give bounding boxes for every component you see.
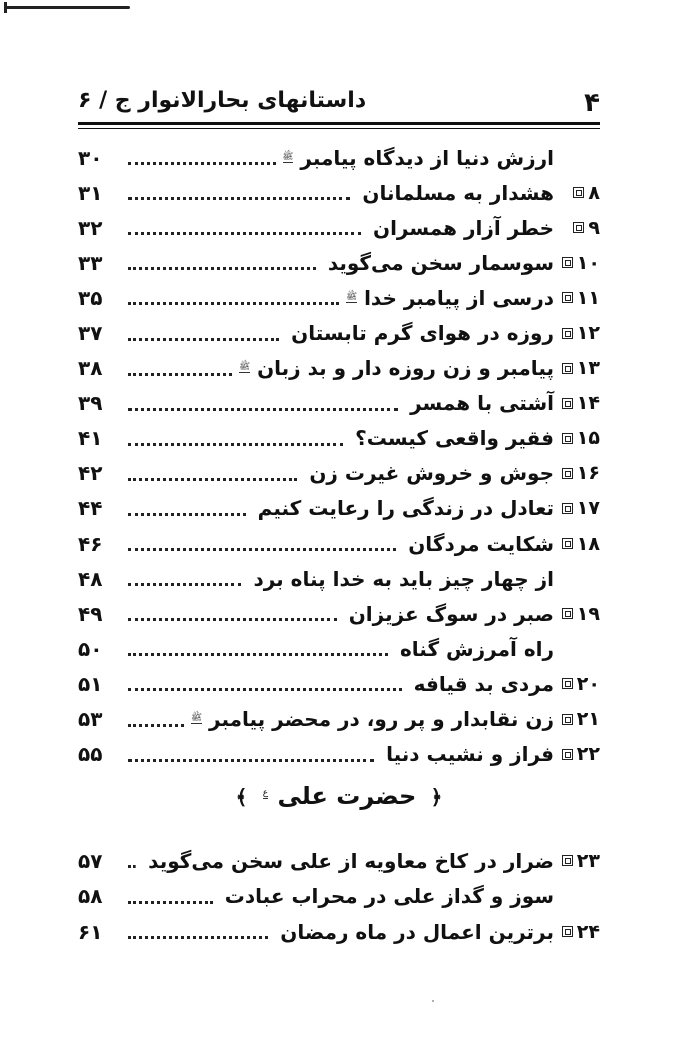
square-bullet-icon [573,187,584,198]
entry-number-col [554,357,600,379]
toc-entry [78,737,600,772]
entry-page-number: ۵۱ [78,671,103,696]
entry-number: ۲۱ [576,708,600,731]
entry-number: ۱۸ [576,532,600,555]
entry-title: هشدار به مسلمانان [362,180,554,205]
dot-leader [128,724,184,727]
toc-entry [78,631,600,666]
entry-page-number: ۴۴ [78,496,103,521]
entry-title: ضرار در کاخ معاویه از علی سخن می‌گوید [148,848,554,873]
entry-number-col [554,252,600,274]
toc-entry [78,140,600,175]
entry-page-number: ۳۰ [78,145,103,170]
dot-leader [128,408,398,411]
toc-entry [78,386,600,421]
entry-number: ۱۴ [576,392,600,415]
honorific-mark: ﷺ [282,151,294,162]
square-bullet-icon [562,608,573,619]
dot-leader [128,936,268,939]
entry-number: ۱۲ [576,322,600,345]
entry-title: تعادل در زندگی را رعایت کنیم [257,496,554,521]
square-bullet-icon [562,398,573,409]
entry-number: ۱۰ [576,251,600,274]
corner-crop-mark [4,6,130,9]
entry-number: ۱۵ [576,427,600,450]
entry-number-col [554,427,600,449]
toc-entry [78,596,600,631]
toc-entry [78,561,600,596]
dot-leader [128,618,337,621]
toc-entry [78,210,600,245]
honorific-mark: ﷺ [191,713,202,724]
entry-page-number: ۵۷ [78,848,103,873]
entry-page-number: ۴۹ [78,601,103,626]
dot-leader [128,688,402,691]
toc-entry [78,843,600,879]
running-title: داستانهای بحارالانوار ج / ۶ [78,88,367,113]
dot-leader [128,197,350,200]
entry-number-col [554,182,600,204]
entry-page-number: ۴۸ [78,566,103,591]
dot-leader [128,232,361,235]
table-of-contents [78,140,600,772]
dot-leader [128,373,232,376]
entry-number: ۲۲ [576,743,600,766]
dot-leader [128,443,343,446]
table-of-contents-section-2 [78,843,600,950]
entry-page-number: ۳۵ [78,285,103,310]
header-rule-thick [78,122,600,125]
honorific-mark: ع [262,788,269,798]
entry-number: ۲۴ [576,920,600,943]
entry-number-col [554,533,600,555]
entry-number-col [554,322,600,344]
toc-entry [78,914,600,950]
paper-speck [432,1000,434,1002]
square-bullet-icon [562,855,573,866]
entry-number: ۱۱ [576,286,600,309]
toc-entry [78,315,600,350]
dot-leader [128,583,241,586]
entry-title: از چهار چیز باید به خدا پناه برد [253,566,554,591]
entry-number-col [554,743,600,765]
dot-leader [128,302,339,305]
dot-leader [128,162,276,165]
square-bullet-icon [562,292,573,303]
honorific-mark: ﷺ [346,291,358,302]
entry-page-number: ۵۰ [78,636,103,661]
entry-number-col [554,921,600,943]
section-heading-text: حضرت علی [277,782,417,810]
square-bullet-icon [562,538,573,549]
dot-leader [128,478,297,481]
entry-title: زن نقابدار و پر رو، در محضر پیامبر [209,707,554,732]
toc-entry [78,666,600,701]
entry-title: برترین اعمال در ماه رمضان [280,919,554,944]
toc-entry [78,526,600,561]
entry-title: راه آمرزش گناه [399,636,554,661]
toc-entry [78,280,600,315]
square-bullet-icon [562,503,573,514]
square-bullet-icon [562,468,573,479]
entry-number: ۱۹ [576,602,600,625]
section-heading [78,782,600,810]
entry-number-col [554,497,600,519]
entry-number-col [554,392,600,414]
dot-leader [128,759,374,762]
entry-title: مردی بد قیافه [413,671,554,696]
square-bullet-icon [562,926,573,937]
entry-title: سوز و گداز علی در محراب عبادت [224,884,554,909]
entry-page-number: ۶۱ [78,919,103,944]
dot-leader [128,865,136,868]
toc-entry [78,456,600,491]
dot-leader [128,548,396,551]
header-rule-thin [78,128,600,129]
entry-page-number: ۴۶ [78,531,103,556]
entry-page-number: ۳۳ [78,250,103,275]
toc-entry [78,421,600,456]
entry-page-number: ۳۱ [78,180,103,205]
entry-number-col [554,287,600,309]
entry-number-col [554,462,600,484]
square-bullet-icon [562,257,573,268]
entry-number-col [554,708,600,730]
square-bullet-icon [562,714,573,725]
dot-leader [128,267,316,270]
entry-number: ۹ [588,216,600,239]
entry-number-col [554,673,600,695]
toc-entry [78,702,600,737]
entry-title: خطر آزار همسران [373,215,554,240]
entry-title: درسی از پیامبر خدا [364,285,554,310]
square-bullet-icon [562,678,573,689]
entry-page-number: ۳۷ [78,321,103,346]
honorific-mark: ﷺ [239,362,251,373]
entry-number-col [554,850,600,872]
entry-title: سوسمار سخن می‌گوید [327,250,554,275]
entry-title: پیامبر و زن روزه دار و بد زبان [257,356,554,381]
entry-title: فقیر واقعی کیست؟ [355,426,554,451]
entry-title: جوش و خروش غیرت زن [309,461,554,486]
entry-number-col [554,603,600,625]
ornament-left: ﴾ [235,785,248,809]
entry-number: ۲۳ [576,849,600,872]
page-header [78,88,600,120]
entry-title: شکایت مردگان [408,531,554,556]
entry-number: ۱۷ [576,497,600,520]
page-number: ۴ [584,88,600,118]
entry-page-number: ۵۸ [78,884,103,909]
dot-leader [128,338,279,341]
toc-entry [78,879,600,915]
entry-title: فراز و نشیب دنیا [386,742,554,767]
toc-entry [78,351,600,386]
entry-number: ۲۰ [576,672,600,695]
entry-number: ۱۳ [576,357,600,380]
square-bullet-icon [562,328,573,339]
square-bullet-icon [562,749,573,760]
entry-number-col [554,217,600,239]
square-bullet-icon [573,222,584,233]
dot-leader [128,513,246,516]
entry-number: ۸ [588,181,600,204]
entry-page-number: ۵۳ [78,707,103,732]
toc-entry [78,491,600,526]
ornament-right: ﴿ [430,785,443,809]
entry-title: روزه در هوای گرم تابستان [291,321,554,346]
entry-number: ۱۶ [576,462,600,485]
toc-entry [78,245,600,280]
entry-title: صبر در سوگ عزیزان [348,601,554,626]
entry-page-number: ۴۲ [78,461,103,486]
entry-page-number: ۳۹ [78,391,103,416]
dot-leader [128,653,388,656]
square-bullet-icon [562,433,573,444]
entry-title: ارزش دنیا از دیدگاه پیامبر [300,145,554,170]
entry-page-number: ۳۸ [78,356,103,381]
entry-page-number: ۳۲ [78,215,103,240]
entry-title: آشتی با همسر [410,391,554,416]
toc-entry [78,175,600,210]
entry-page-number: ۵۵ [78,742,103,767]
entry-page-number: ۴۱ [78,426,103,451]
square-bullet-icon [562,363,573,374]
dot-leader [128,901,213,904]
